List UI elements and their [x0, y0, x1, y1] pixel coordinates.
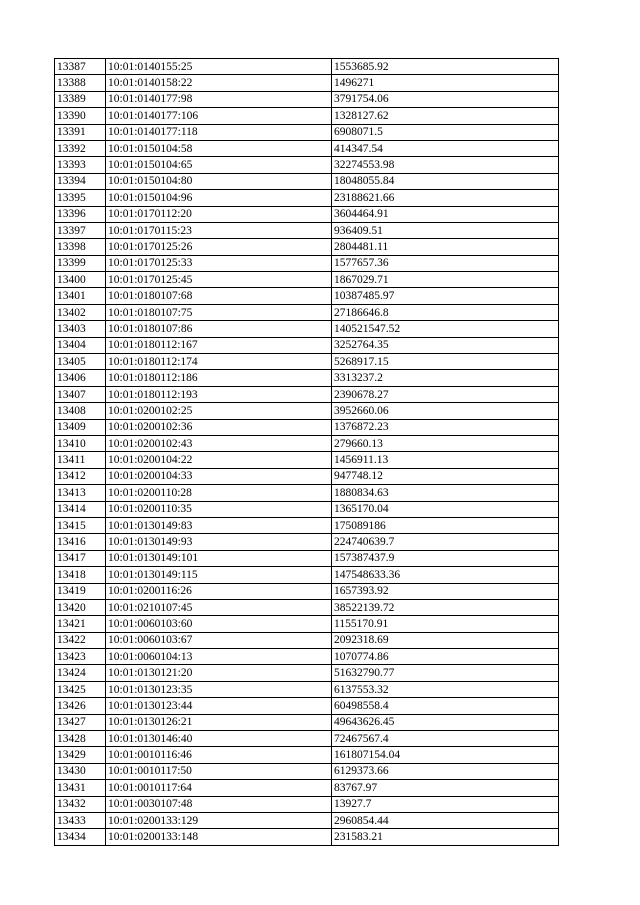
row-id-cell: 13387 [55, 59, 106, 75]
row-id-cell: 13389 [55, 91, 106, 107]
table-row [55, 386, 559, 402]
row-id-cell: 13432 [55, 796, 106, 812]
table-row [55, 59, 559, 75]
value-cell: 175089186 [332, 517, 559, 533]
cadastral-code-cell: 10:01:0200110:35 [106, 501, 332, 517]
cadastral-code-cell: 10:01:0180112:174 [106, 354, 332, 370]
row-id-cell: 13405 [55, 354, 106, 370]
value-cell: 72467567.4 [332, 731, 559, 747]
table-body [55, 59, 559, 846]
cadastral-code-cell: 10:01:0030107:48 [106, 796, 332, 812]
value-cell: 38522139.72 [332, 599, 559, 615]
row-id-cell: 13407 [55, 386, 106, 402]
cadastral-code-cell: 10:01:0200116:26 [106, 583, 332, 599]
value-cell: 2092318.69 [332, 632, 559, 648]
table-row [55, 190, 559, 206]
value-cell: 2804481.11 [332, 239, 559, 255]
row-id-cell: 13421 [55, 616, 106, 632]
row-id-cell: 13416 [55, 534, 106, 550]
row-id-cell: 13400 [55, 272, 106, 288]
table-row [55, 665, 559, 681]
value-cell: 157387437.9 [332, 550, 559, 566]
value-cell: 2960854.44 [332, 812, 559, 828]
cadastral-code-cell: 10:01:0180107:86 [106, 321, 332, 337]
cadastral-code-cell: 10:01:0200104:33 [106, 468, 332, 484]
row-id-cell: 13402 [55, 304, 106, 320]
row-id-cell: 13406 [55, 370, 106, 386]
row-id-cell: 13404 [55, 337, 106, 353]
value-cell: 2390678.27 [332, 386, 559, 402]
table-row [55, 108, 559, 124]
row-id-cell: 13420 [55, 599, 106, 615]
value-cell: 3604464.91 [332, 206, 559, 222]
cadastral-code-cell: 10:01:0200133:129 [106, 812, 332, 828]
cadastral-code-cell: 10:01:0130123:44 [106, 698, 332, 714]
cadastral-code-cell: 10:01:0140155:25 [106, 59, 332, 75]
table-row [55, 419, 559, 435]
row-id-cell: 13434 [55, 829, 106, 845]
cadastral-code-cell: 10:01:0200110:28 [106, 485, 332, 501]
row-id-cell: 13429 [55, 747, 106, 763]
cadastral-code-cell: 10:01:0200102:43 [106, 435, 332, 451]
table-row [55, 698, 559, 714]
row-id-cell: 13431 [55, 780, 106, 796]
cadastral-code-cell: 10:01:0010117:64 [106, 780, 332, 796]
table-row [55, 255, 559, 271]
value-cell: 1496271 [332, 75, 559, 91]
row-id-cell: 13426 [55, 698, 106, 714]
value-cell: 224740639.7 [332, 534, 559, 550]
table-row [55, 157, 559, 173]
row-id-cell: 13428 [55, 731, 106, 747]
value-cell: 161807154.04 [332, 747, 559, 763]
table-row [55, 173, 559, 189]
value-cell: 414347.54 [332, 140, 559, 156]
value-cell: 18048055.84 [332, 173, 559, 189]
value-cell: 936409.51 [332, 222, 559, 238]
value-cell: 1867029.71 [332, 272, 559, 288]
row-id-cell: 13397 [55, 222, 106, 238]
table-row [55, 763, 559, 779]
table-row [55, 239, 559, 255]
table-row [55, 222, 559, 238]
table-row [55, 501, 559, 517]
value-cell: 51632790.77 [332, 665, 559, 681]
table-row [55, 91, 559, 107]
table-row [55, 272, 559, 288]
value-cell: 1553685.92 [332, 59, 559, 75]
cadastral-code-cell: 10:01:0140177:106 [106, 108, 332, 124]
row-id-cell: 13419 [55, 583, 106, 599]
row-id-cell: 13398 [55, 239, 106, 255]
value-cell: 1155170.91 [332, 616, 559, 632]
value-cell: 3252764.35 [332, 337, 559, 353]
table-row [55, 403, 559, 419]
table-row [55, 632, 559, 648]
value-cell: 10387485.97 [332, 288, 559, 304]
table-row [55, 550, 559, 566]
table-row [55, 681, 559, 697]
cadastral-code-cell: 10:01:0130149:93 [106, 534, 332, 550]
value-cell: 23188621.66 [332, 190, 559, 206]
cadastral-code-cell: 10:01:0150104:96 [106, 190, 332, 206]
value-cell: 83767.97 [332, 780, 559, 796]
value-cell: 140521547.52 [332, 321, 559, 337]
row-id-cell: 13422 [55, 632, 106, 648]
cadastral-code-cell: 10:01:0180112:193 [106, 386, 332, 402]
cadastral-code-cell: 10:01:0060103:60 [106, 616, 332, 632]
cadastral-code-cell: 10:01:0010116:46 [106, 747, 332, 763]
row-id-cell: 13427 [55, 714, 106, 730]
table-row [55, 747, 559, 763]
cadastral-code-cell: 10:01:0130123:35 [106, 681, 332, 697]
cadastral-code-cell: 10:01:0130149:115 [106, 567, 332, 583]
row-id-cell: 13399 [55, 255, 106, 271]
value-cell: 947748.12 [332, 468, 559, 484]
table-row [55, 354, 559, 370]
row-id-cell: 13412 [55, 468, 106, 484]
cadastral-code-cell: 10:01:0170112:20 [106, 206, 332, 222]
row-id-cell: 13414 [55, 501, 106, 517]
table-row [55, 599, 559, 615]
row-id-cell: 13411 [55, 452, 106, 468]
cadastral-code-cell: 10:01:0130146:40 [106, 731, 332, 747]
cadastral-code-cell: 10:01:0200102:25 [106, 403, 332, 419]
cadastral-code-cell: 10:01:0180112:167 [106, 337, 332, 353]
table-row [55, 206, 559, 222]
cadastral-code-cell: 10:01:0200104:22 [106, 452, 332, 468]
row-id-cell: 13393 [55, 157, 106, 173]
table-row [55, 304, 559, 320]
table-row [55, 288, 559, 304]
table-row [55, 468, 559, 484]
cadastral-code-cell: 10:01:0150104:58 [106, 140, 332, 156]
row-id-cell: 13396 [55, 206, 106, 222]
row-id-cell: 13403 [55, 321, 106, 337]
row-id-cell: 13390 [55, 108, 106, 124]
value-cell: 13927.7 [332, 796, 559, 812]
table-row [55, 124, 559, 140]
row-id-cell: 13418 [55, 567, 106, 583]
cadastral-code-cell: 10:01:0140177:98 [106, 91, 332, 107]
value-cell: 279660.13 [332, 435, 559, 451]
row-id-cell: 13430 [55, 763, 106, 779]
table-row [55, 534, 559, 550]
table-row [55, 75, 559, 91]
value-cell: 3313237.2 [332, 370, 559, 386]
row-id-cell: 13401 [55, 288, 106, 304]
value-cell: 1456911.13 [332, 452, 559, 468]
value-cell: 1657393.92 [332, 583, 559, 599]
table-row [55, 140, 559, 156]
value-cell: 1070774.86 [332, 649, 559, 665]
cadastral-code-cell: 10:01:0130149:83 [106, 517, 332, 533]
value-cell: 6137553.32 [332, 681, 559, 697]
value-cell: 49643626.45 [332, 714, 559, 730]
cadastral-code-cell: 10:01:0170125:33 [106, 255, 332, 271]
table-row [55, 485, 559, 501]
data-table [54, 58, 559, 846]
row-id-cell: 13408 [55, 403, 106, 419]
table-row [55, 812, 559, 828]
table-row [55, 796, 559, 812]
cadastral-code-cell: 10:01:0170125:45 [106, 272, 332, 288]
cadastral-code-cell: 10:01:0210107:45 [106, 599, 332, 615]
row-id-cell: 13413 [55, 485, 106, 501]
table-row [55, 517, 559, 533]
table-row [55, 583, 559, 599]
cadastral-code-cell: 10:01:0200102:36 [106, 419, 332, 435]
cadastral-code-cell: 10:01:0060103:67 [106, 632, 332, 648]
value-cell: 1880834.63 [332, 485, 559, 501]
cadastral-code-cell: 10:01:0180107:75 [106, 304, 332, 320]
row-id-cell: 13388 [55, 75, 106, 91]
value-cell: 1376872.23 [332, 419, 559, 435]
cadastral-code-cell: 10:01:0200133:148 [106, 829, 332, 845]
cadastral-code-cell: 10:01:0170115:23 [106, 222, 332, 238]
table-row [55, 649, 559, 665]
row-id-cell: 13415 [55, 517, 106, 533]
table-row [55, 370, 559, 386]
cadastral-code-cell: 10:01:0130121:20 [106, 665, 332, 681]
cadastral-code-cell: 10:01:0170125:26 [106, 239, 332, 255]
value-cell: 3791754.06 [332, 91, 559, 107]
value-cell: 1577657.36 [332, 255, 559, 271]
value-cell: 3952660.06 [332, 403, 559, 419]
row-id-cell: 13394 [55, 173, 106, 189]
value-cell: 1328127.62 [332, 108, 559, 124]
table-row [55, 714, 559, 730]
row-id-cell: 13423 [55, 649, 106, 665]
value-cell: 1365170.04 [332, 501, 559, 517]
cadastral-code-cell: 10:01:0130126:21 [106, 714, 332, 730]
row-id-cell: 13410 [55, 435, 106, 451]
row-id-cell: 13391 [55, 124, 106, 140]
table-row [55, 829, 559, 845]
row-id-cell: 13424 [55, 665, 106, 681]
row-id-cell: 13392 [55, 140, 106, 156]
cadastral-code-cell: 10:01:0180107:68 [106, 288, 332, 304]
table-row [55, 321, 559, 337]
value-cell: 60498558.4 [332, 698, 559, 714]
cadastral-code-cell: 10:01:0010117:50 [106, 763, 332, 779]
row-id-cell: 13395 [55, 190, 106, 206]
cadastral-code-cell: 10:01:0150104:65 [106, 157, 332, 173]
row-id-cell: 13417 [55, 550, 106, 566]
value-cell: 147548633.36 [332, 567, 559, 583]
cadastral-code-cell: 10:01:0180112:186 [106, 370, 332, 386]
table-row [55, 780, 559, 796]
value-cell: 5268917.15 [332, 354, 559, 370]
cadastral-code-cell: 10:01:0060104:13 [106, 649, 332, 665]
table-row [55, 616, 559, 632]
table-row [55, 337, 559, 353]
table-row [55, 567, 559, 583]
row-id-cell: 13425 [55, 681, 106, 697]
value-cell: 6129373.66 [332, 763, 559, 779]
value-cell: 27186646.8 [332, 304, 559, 320]
value-cell: 231583.21 [332, 829, 559, 845]
cadastral-code-cell: 10:01:0140158:22 [106, 75, 332, 91]
cadastral-code-cell: 10:01:0140177:118 [106, 124, 332, 140]
row-id-cell: 13433 [55, 812, 106, 828]
value-cell: 6908071.5 [332, 124, 559, 140]
cadastral-code-cell: 10:01:0130149:101 [106, 550, 332, 566]
table-row [55, 452, 559, 468]
value-cell: 32274553.98 [332, 157, 559, 173]
row-id-cell: 13409 [55, 419, 106, 435]
cadastral-code-cell: 10:01:0150104:80 [106, 173, 332, 189]
table-row [55, 435, 559, 451]
table-row [55, 731, 559, 747]
